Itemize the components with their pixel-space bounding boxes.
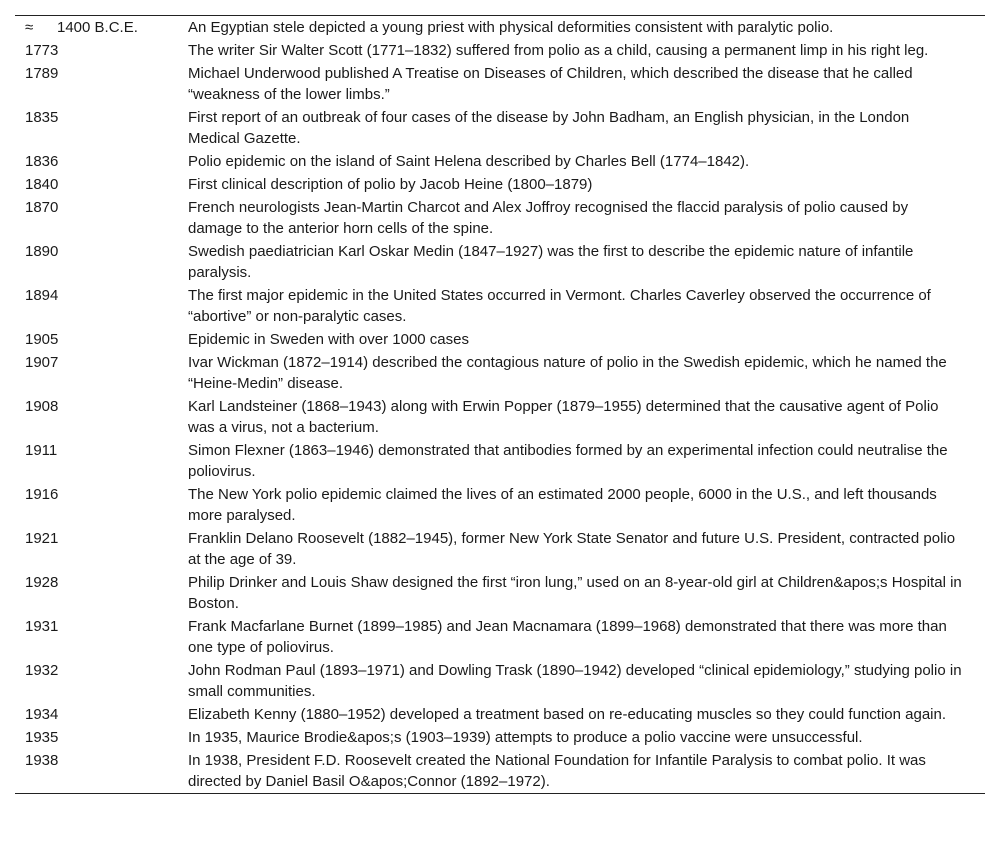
- polio-timeline-table: [15, 16, 985, 793]
- year-cell: 1870: [25, 199, 59, 216]
- event-cell: Michael Underwood published A Treatise on Diseases of Children, which described the disease that he called “weakness of the lower limbs.”: [188, 65, 913, 103]
- table-row: [15, 703, 985, 726]
- table-row: [15, 150, 985, 173]
- table-row: [15, 62, 985, 106]
- table-row: [15, 483, 985, 527]
- table-row: [15, 351, 985, 395]
- event-cell: First clinical description of polio by Jacob Heine (1800–1879): [188, 176, 593, 193]
- event-cell: John Rodman Paul (1893–1971) and Dowling Trask (1890–1942) developed “clinical epidemiology,” studying polio in small communities.: [188, 662, 962, 700]
- year-cell: [15, 16, 188, 39]
- table-row: [15, 615, 985, 659]
- table-row: [15, 395, 985, 439]
- event-cell: Simon Flexner (1863–1946) demonstrated that antibodies formed by an experimental infection could neutralise the poliovirus.: [188, 442, 948, 480]
- event-cell: Frank Macfarlane Burnet (1899–1985) and Jean Macnamara (1899–1968) demonstrated that there was more than one type of poliovirus.: [188, 618, 947, 656]
- year-cell: 1934: [25, 706, 59, 723]
- table-row: [15, 439, 985, 483]
- table-row: [15, 328, 985, 351]
- table-row: [15, 196, 985, 240]
- year-cell: 1935: [25, 729, 59, 746]
- event-cell: The writer Sir Walter Scott (1771–1832) suffered from polio as a child, causing a permanent limp in his right leg.: [188, 42, 929, 59]
- year-cell: 1907: [25, 354, 59, 371]
- table-row: [15, 173, 985, 196]
- timeline-table-container: [15, 15, 985, 794]
- table-row: [15, 39, 985, 62]
- table-row: [15, 284, 985, 328]
- year-cell: 1890: [25, 243, 59, 260]
- table-row: [15, 749, 985, 793]
- year-cell: 1789: [25, 65, 59, 82]
- year-cell: 1916: [25, 486, 59, 503]
- event-cell: French neurologists Jean-Martin Charcot and Alex Joffroy recognised the flaccid paralysis of polio caused by damage to the anterior horn cells of the spine.: [188, 199, 909, 237]
- year-cell: 1840: [25, 176, 59, 193]
- table-row: [15, 16, 985, 39]
- year-cell: 1836: [25, 153, 59, 170]
- event-cell: Philip Drinker and Louis Shaw designed the first “iron lung,” used on an 8-year-old girl at Children&apos;s Hospital in Boston.: [188, 574, 962, 612]
- event-cell: In 1935, Maurice Brodie&apos;s (1903–1939) attempts to produce a polio vaccine were unsuccessful.: [188, 729, 863, 746]
- year-cell: 1932: [25, 662, 59, 679]
- event-cell: First report of an outbreak of four cases of the disease by John Badham, an English physician, in the London Medical Gazette.: [188, 109, 910, 147]
- year-cell: 1908: [25, 398, 59, 415]
- year-cell: 1921: [25, 530, 59, 547]
- approx-symbol: ≈: [25, 19, 34, 36]
- table-row: [15, 571, 985, 615]
- event-cell: Karl Landsteiner (1868–1943) along with Erwin Popper (1879–1955) determined that the causative agent of Polio was a virus, not a bacterium.: [188, 398, 939, 436]
- year-cell: 1905: [25, 331, 59, 348]
- year-cell: 1938: [25, 752, 59, 769]
- timeline-body: [15, 16, 985, 793]
- year-text: 1400 B.C.E.: [57, 19, 138, 36]
- year-cell: 1894: [25, 287, 59, 304]
- event-cell: Epidemic in Sweden with over 1000 cases: [188, 331, 469, 348]
- table-row: [15, 726, 985, 749]
- table-row: [15, 106, 985, 150]
- year-cell: 1835: [25, 109, 59, 126]
- event-cell: Franklin Delano Roosevelt (1882–1945), former New York State Senator and future U.S. President, contracted polio at the age of 39.: [188, 530, 956, 568]
- event-cell: The first major epidemic in the United States occurred in Vermont. Charles Caverley observed the occurrence of “abortive” or non-paralytic cases.: [188, 287, 931, 325]
- event-cell: Swedish paediatrician Karl Oskar Medin (1847–1927) was the first to describe the epidemic nature of infantile paralysis.: [188, 243, 914, 281]
- table-row: [15, 240, 985, 284]
- event-cell: An Egyptian stele depicted a young priest with physical deformities consistent with paralytic polio.: [188, 19, 834, 36]
- year-cell: 1773: [25, 42, 59, 59]
- event-cell: Ivar Wickman (1872–1914) described the contagious nature of polio in the Swedish epidemic, which he named the “Heine-Medin” disease.: [188, 354, 947, 392]
- year-cell: 1911: [25, 442, 58, 459]
- table-row: [15, 527, 985, 571]
- year-cell: 1928: [25, 574, 59, 591]
- event-cell: Polio epidemic on the island of Saint Helena described by Charles Bell (1774–1842).: [188, 153, 750, 170]
- event-cell: Elizabeth Kenny (1880–1952) developed a treatment based on re-educating muscles so they could function again.: [188, 706, 946, 723]
- year-cell: 1931: [25, 618, 59, 635]
- event-cell: In 1938, President F.D. Roosevelt created the National Foundation for Infantile Paralysis to combat polio. It was directed by Daniel Basil O&apos;Connor (1892–1972).: [188, 752, 926, 790]
- event-cell: The New York polio epidemic claimed the lives of an estimated 2000 people, 6000 in the U.S., and left thousands more paralysed.: [188, 486, 937, 524]
- table-row: [15, 659, 985, 703]
